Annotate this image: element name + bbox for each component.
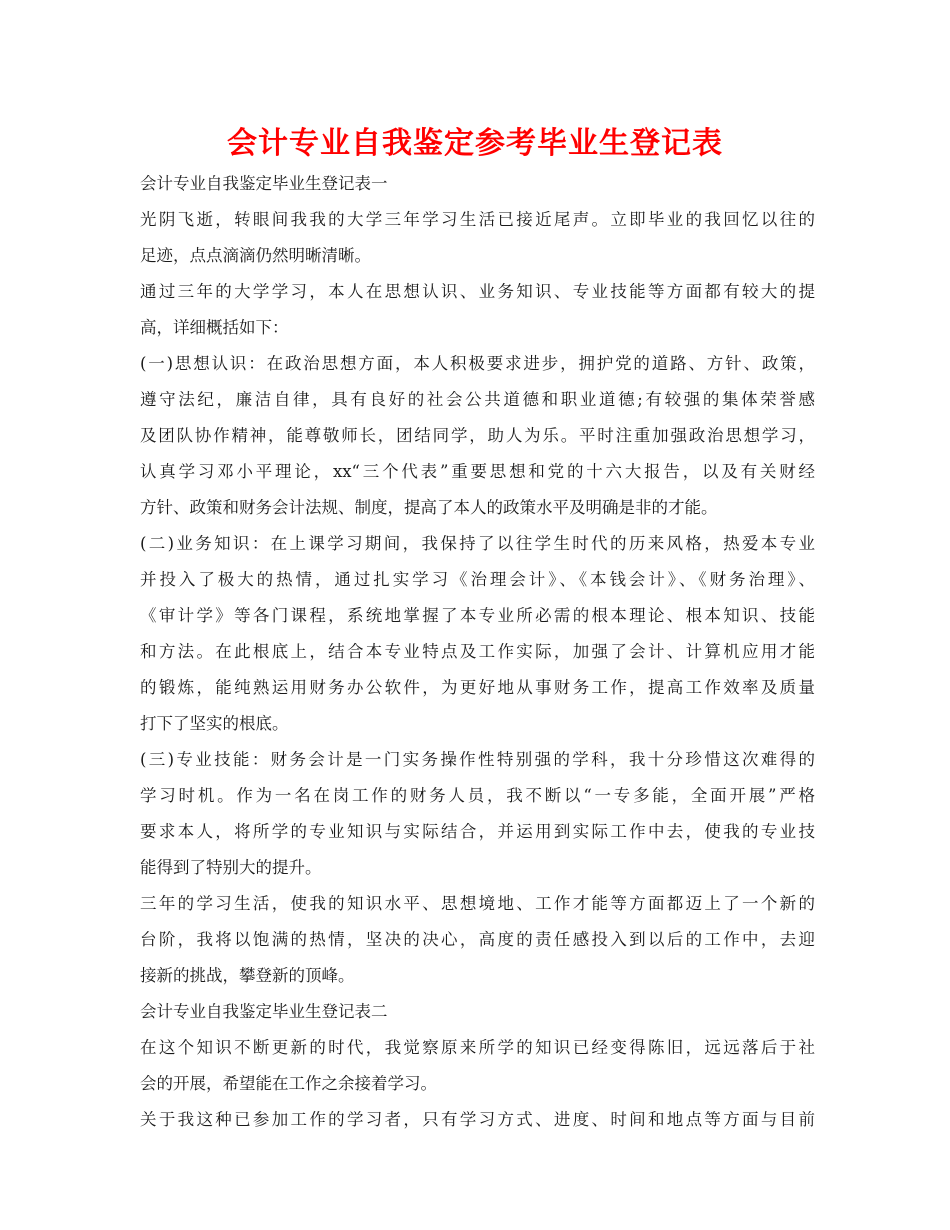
text-line: 和方法。在此根底上，结合本专业特点及工作实际，加强了会计、计算机应用才能	[140, 642, 815, 661]
text-line: 及团队协作精神，能尊敬师长，团结同学，助人为乐。平时注重加强政治思想学习，	[140, 426, 815, 445]
text-line: 在这个知识不断更新的时代，我觉察原来所学的知识已经变得陈旧，远远落后于社	[140, 1038, 815, 1057]
text-line: 关于我这种已参加工作的学习者，只有学习方式、进度、时间和地点等方面与目前	[140, 1110, 815, 1129]
text-line: 方针、政策和财务会计法规、制度，提高了本人的政策水平及明确是非的才能。	[140, 498, 718, 517]
text-line: 接新的挑战，攀登新的顶峰。	[140, 966, 355, 985]
text-line: 《审计学》等各门课程，系统地掌握了本专业所必需的根本理论、根本知识、技能	[140, 606, 815, 625]
text-line: (一)思想认识：在政治思想方面，本人积极要求进步，拥护党的道路、方针、政策，	[140, 354, 815, 373]
document-title: 会计专业自我鉴定参考毕业生登记表	[227, 126, 723, 161]
text-line: 要求本人，将所学的专业知识与实际结合，并运用到实际工作中去，使我的专业技	[140, 822, 815, 841]
text-line: 高，详细概括如下：	[140, 318, 289, 337]
text-line: 会计专业自我鉴定毕业生登记表二	[140, 1002, 388, 1021]
text-line: 能得到了特别大的提升。	[140, 858, 322, 877]
text-line: 通过三年的大学学习，本人在思想认识、业务知识、专业技能等方面都有较大的提	[140, 282, 815, 301]
text-line: 学习时机。作为一名在岗工作的财务人员，我不断以“一专多能，全面开展”严格	[140, 786, 815, 805]
text-line: 的锻炼，能纯熟运用财务办公软件，为更好地从事财务工作，提高工作效率及质量	[140, 678, 815, 697]
text-line: 三年的学习生活，使我的知识水平、思想境地、工作才能等方面都迈上了一个新的	[140, 894, 815, 913]
text-line: 遵守法纪，廉洁自律，具有良好的社会公共道德和职业道德;有较强的集体荣誉感	[140, 390, 815, 409]
text-line: 认真学习邓小平理论，xx“三个代表”重要思想和党的十六大报告，以及有关财经	[140, 462, 815, 481]
text-line: 台阶，我将以饱满的热情，坚决的决心，高度的责任感投入到以后的工作中，去迎	[140, 930, 815, 949]
text-line: 足迹，点点滴滴仍然明晰清晰。	[140, 246, 371, 265]
text-line: (二)业务知识：在上课学习期间，我保持了以往学生时代的历来风格，热爱本专业	[140, 534, 815, 553]
text-line: 会的开展，希望能在工作之余接着学习。	[140, 1074, 437, 1093]
text-line: 光阴飞逝，转眼间我我的大学三年学习生活已接近尾声。立即毕业的我回忆以往的	[140, 210, 815, 229]
text-line: 会计专业自我鉴定毕业生登记表一	[140, 174, 388, 193]
document-body	[140, 166, 815, 1138]
text-line: (三)专业技能：财务会计是一门实务操作性特别强的学科，我十分珍惜这次难得的	[140, 750, 815, 769]
text-line: 打下了坚实的根底。	[140, 714, 289, 733]
text-line: 并投入了极大的热情，通过扎实学习《治理会计》、《本钱会计》、《财务治理》、	[140, 570, 815, 589]
